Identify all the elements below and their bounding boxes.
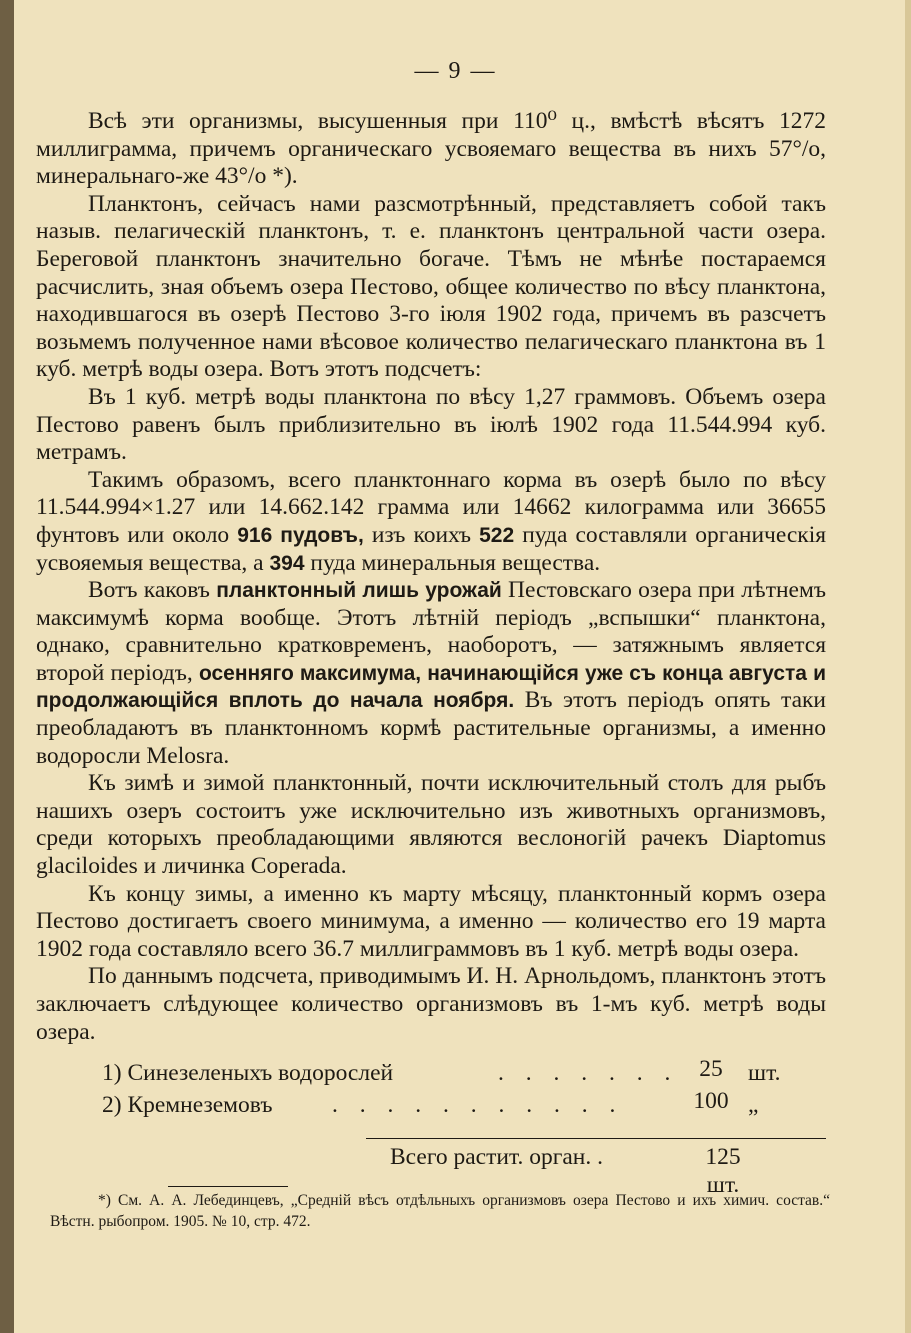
footnote-divider bbox=[168, 1186, 288, 1187]
paragraph-5-text-a: Вотъ каковъ bbox=[88, 577, 210, 604]
list-item-value: 25 bbox=[699, 1056, 723, 1083]
page-gutter-shadow bbox=[0, 0, 14, 1333]
page-number: — 9 — bbox=[414, 58, 497, 84]
list-item bbox=[36, 1088, 826, 1124]
list-item-leader: . . . . . . . . . . . bbox=[332, 1092, 624, 1119]
paragraph-4 bbox=[36, 467, 826, 577]
list-item-label: 1) Синезеленыхъ водорослей bbox=[102, 1060, 394, 1087]
paragraph-3: Въ 1 куб. метрѣ воды планктона по вѣсу 1,27 граммовъ. Объемъ озера Пестово равенъ былъ приблизительно въ іюлѣ 1902 года 11.544.994 куб. метрамъ. bbox=[36, 383, 826, 466]
page-edge bbox=[905, 0, 911, 1333]
paragraph-1: Всѣ эти организмы, высушенныя при 110⁰ ц., вмѣстѣ вѣсятъ 1272 миллиграмма, причемъ органическаго усвояемаго вещества въ нихъ 57°/о, минеральнаго-же 43°/о *). bbox=[36, 108, 826, 190]
paragraph-5-text-c: Пестовскаго озера при лѣтнемъ максимумѣ корма вообще. Этотъ лѣтній періодъ „вспышки“ планктона, однако, сравнительно кратковременъ, наоборотъ, — затяжнымъ является второй періодъ, bbox=[36, 577, 826, 686]
list-total bbox=[36, 1138, 826, 1198]
paragraph-5-bold-harvest: планктонный лишь урожай bbox=[216, 579, 502, 603]
organism-count-list bbox=[36, 1056, 826, 1198]
paragraph-5-bold-autumn: осенняго максимума, начинающійся уже съ конца августа и продолжающійся вплоть до начала ноября. bbox=[36, 661, 826, 713]
paragraph-4-text-c: изъ коихъ bbox=[371, 521, 472, 548]
paragraph-2: Планктонъ, сейчасъ нами разсмотрѣнный, представляетъ собой такъ назыв. пелагическій планктонъ, т. е. планктонъ центральной части озера. Береговой планктонъ значительно богаче. Тѣмъ не мѣнѣе постараемся расчислить, зная объемъ озера Пестово, общее количество по вѣсу планктона, находившагося въ озерѣ Пестово 3-го іюля 1902 года, причемъ въ разсчетъ возьмемъ полученное нами вѣсовое количество пелагическаго планктона въ 1 куб. метрѣ воды озера. Вотъ этотъ подсчетъ: bbox=[36, 190, 826, 383]
list-item-leader: . . . . . . . bbox=[498, 1060, 679, 1087]
total-label: Всего растит. орган. . bbox=[390, 1144, 603, 1171]
paragraph-4-bold-puds: 916 пудовъ, bbox=[237, 523, 364, 547]
list-item-label: 2) Кремнеземовъ bbox=[102, 1092, 273, 1119]
footnote bbox=[50, 1190, 830, 1232]
list-item-unit: шт. bbox=[748, 1060, 781, 1087]
paragraph-4-bold-522: 522 bbox=[479, 523, 515, 547]
body-text bbox=[36, 108, 827, 1198]
total-value: 125 шт. bbox=[705, 1144, 741, 1198]
paragraph-6: Къ зимѣ и зимой планктонный, почти исключительный столъ для рыбъ нашихъ озеръ состоитъ уже исключительно изъ животныхъ организмовъ, среди которыхъ преобладающими являются веслоногій рачекъ Diaptomus glacіloides и личинка Coperada. bbox=[36, 770, 826, 880]
list-item-value: 100 bbox=[693, 1088, 729, 1115]
paragraph-4-text-d: пуда составляли органическія усвояемыя вещества, а bbox=[36, 521, 827, 576]
paragraph-5 bbox=[36, 577, 826, 770]
paragraph-7: Къ концу зимы, а именно къ марту мѣсяцу, планктонный кормъ озера Пестово достигаетъ своего минимума, а именно — количество его 19 марта 1902 года составляло всего 36.7 миллиграммовъ въ 1 куб. метрѣ воды озера. bbox=[36, 880, 826, 962]
paragraph-4-text-e: пуда минеральныя вещества. bbox=[310, 549, 601, 576]
sum-rule bbox=[366, 1138, 826, 1139]
footnote-text: *) См. А. А. Лебединцевъ, „Средній вѣсъ отдѣльныхъ организмовъ озера Пестово и ихъ химич. состав.“ Вѣстн. рыбопром. 1905. № 10, стр. 472. bbox=[50, 1192, 830, 1230]
paragraph-5-text-d: Въ этотъ періодъ опять таки преобладаютъ въ планктонномъ кормѣ растительные организмы, а именно водоросли Melosra. bbox=[36, 687, 826, 769]
paragraph-8: По даннымъ подсчета, приводимымъ И. Н. Арнольдомъ, планктонъ этотъ заключаетъ слѣдующее количество организмовъ въ 1-мъ куб. метрѣ воды озера. bbox=[36, 963, 826, 1045]
paragraph-4-bold-394: 394 bbox=[269, 551, 305, 575]
paragraph-4-text-a: Такимъ образомъ, всего планктоннаго корма въ озерѣ было по вѣсу 11.544.994×1.27 или 14.662.142 грамма или 14662 килограмма или 36655 фунтовъ или около bbox=[36, 466, 826, 548]
list-item-unit: „ bbox=[748, 1092, 759, 1119]
